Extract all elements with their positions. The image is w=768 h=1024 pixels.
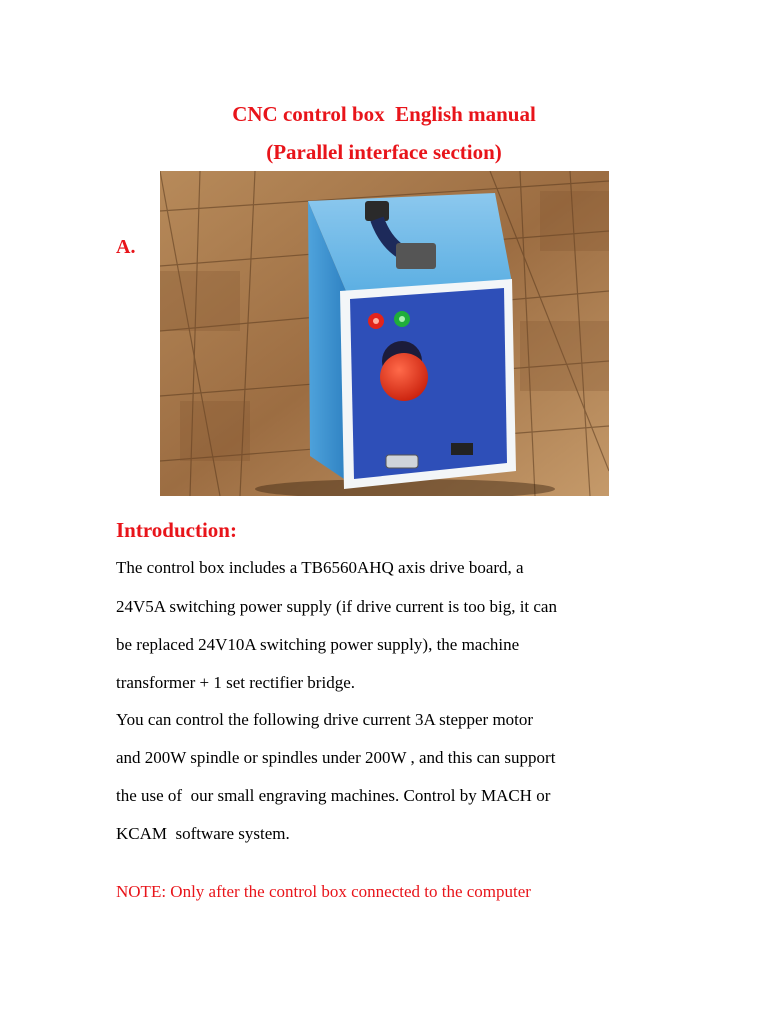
- paragraph-line: be replaced 24V10A switching power supply), the machine: [116, 635, 520, 654]
- paragraph-line: You can control the following drive current 3A stepper motor: [116, 710, 534, 729]
- paragraph-line: transformer + 1 set rectifier bridge.: [116, 673, 355, 692]
- paragraph-line: 24V5A switching power supply (if drive current is too big, it can: [116, 597, 557, 616]
- title-line-1: CNC control box English manual: [232, 102, 536, 126]
- paragraph-line: the use of our small engraving machines. Control by MACH or: [116, 786, 551, 805]
- paragraph-line: and 200W spindle or spindles under 200W , and this can support: [116, 748, 556, 767]
- paragraph-line: The control box includes a TB6560AHQ axis drive board, a: [116, 558, 524, 577]
- figure-label: A.: [116, 236, 136, 258]
- title-line-2: (Parallel interface section): [266, 140, 502, 164]
- section-heading-introduction: Introduction:: [116, 518, 237, 542]
- note-text: NOTE: Only after the control box connected to the computer: [116, 882, 531, 901]
- control-box-photo: [160, 171, 609, 496]
- paragraph-line: KCAM software system.: [116, 824, 290, 843]
